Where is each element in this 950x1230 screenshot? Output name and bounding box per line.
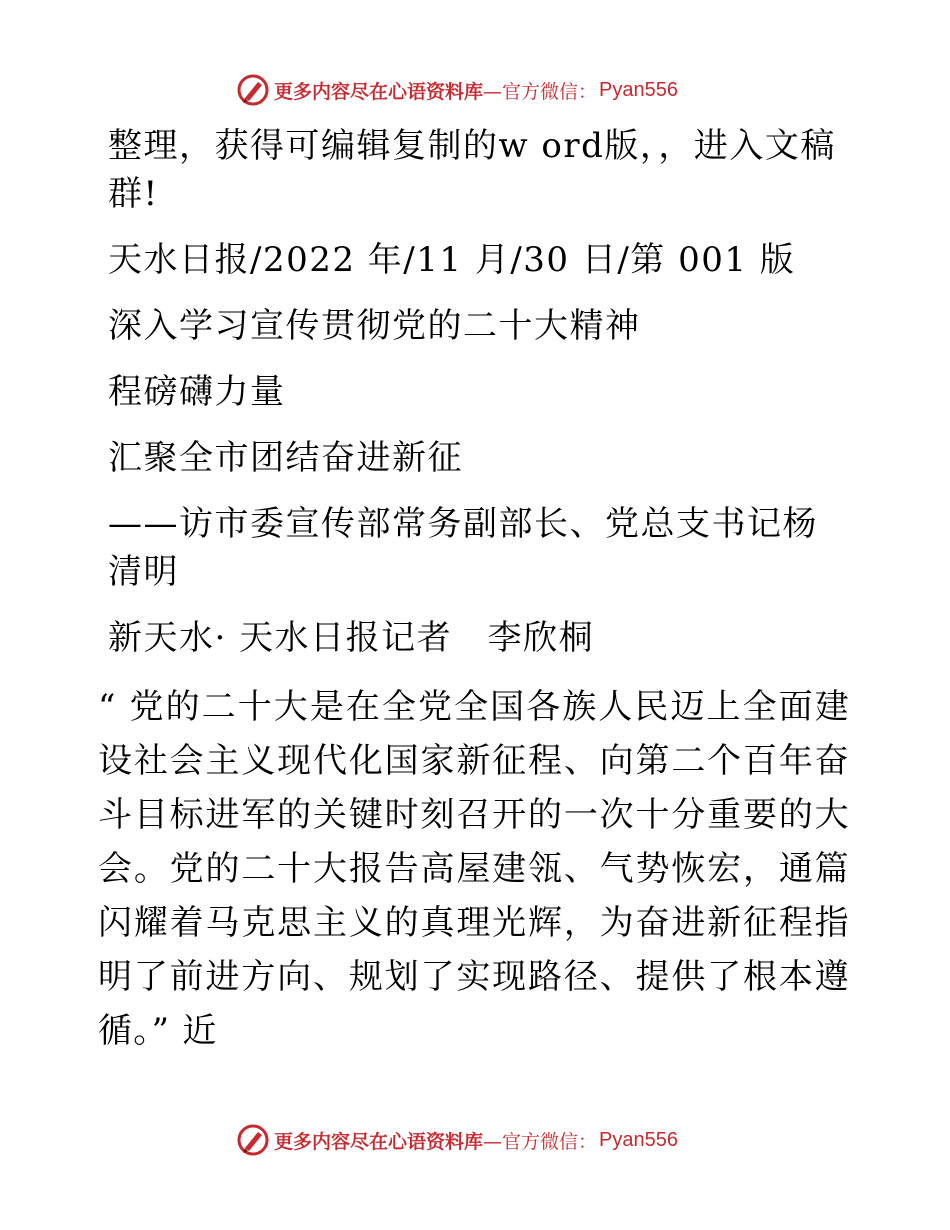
- byline: 新天水· 天水日报记者 李欣桐: [108, 618, 595, 658]
- headline-line-1: 深入学习宣传贯彻党的二十大精神: [108, 306, 641, 346]
- watermark-text: 更多内容尽在心语资料库: [274, 80, 484, 103]
- watermark-text: 更多内容尽在心语资料库: [274, 1130, 484, 1153]
- source-line: 天水日报/2022 年/11 月/30 日/第 001 版: [108, 240, 796, 280]
- footer-watermark: [236, 1122, 678, 1158]
- watermark-separator: —官方微信：: [483, 1130, 598, 1153]
- watermark-wechat-id: Pyan556: [599, 1128, 678, 1151]
- pen-logo-icon: [236, 73, 270, 107]
- headline-line-2: 程磅礴力量: [108, 372, 286, 412]
- pen-logo-icon: [236, 1123, 270, 1157]
- watermark-separator: —官方微信：: [483, 80, 598, 103]
- watermark-wechat-id: Pyan556: [599, 78, 678, 101]
- header-watermark: [236, 72, 678, 108]
- subtitle: ——访市委宣传部常务副部长、党总支书记杨清明: [108, 504, 818, 592]
- intro-text: 整理，获得可编辑复制的w ord版，，进入文稿群!: [108, 126, 836, 214]
- headline-line-3: 汇聚全市团结奋进新征: [108, 438, 463, 478]
- body-paragraph: “ 党的二十大是在全党全国各族人民迈上全面建设社会主义现代化国家新征程、向第二个百年奋斗目标进军的关键时刻召开的一次十分重要的大会。党的二十大报告高屋建瓴、气势恢宏，通篇闪耀着马克思主义的真理光辉，为奋进新征程指明了前进方向、规划了实现路径、提供了根本遵循。” 近: [98, 687, 850, 1051]
- document-body: [98, 122, 850, 1058]
